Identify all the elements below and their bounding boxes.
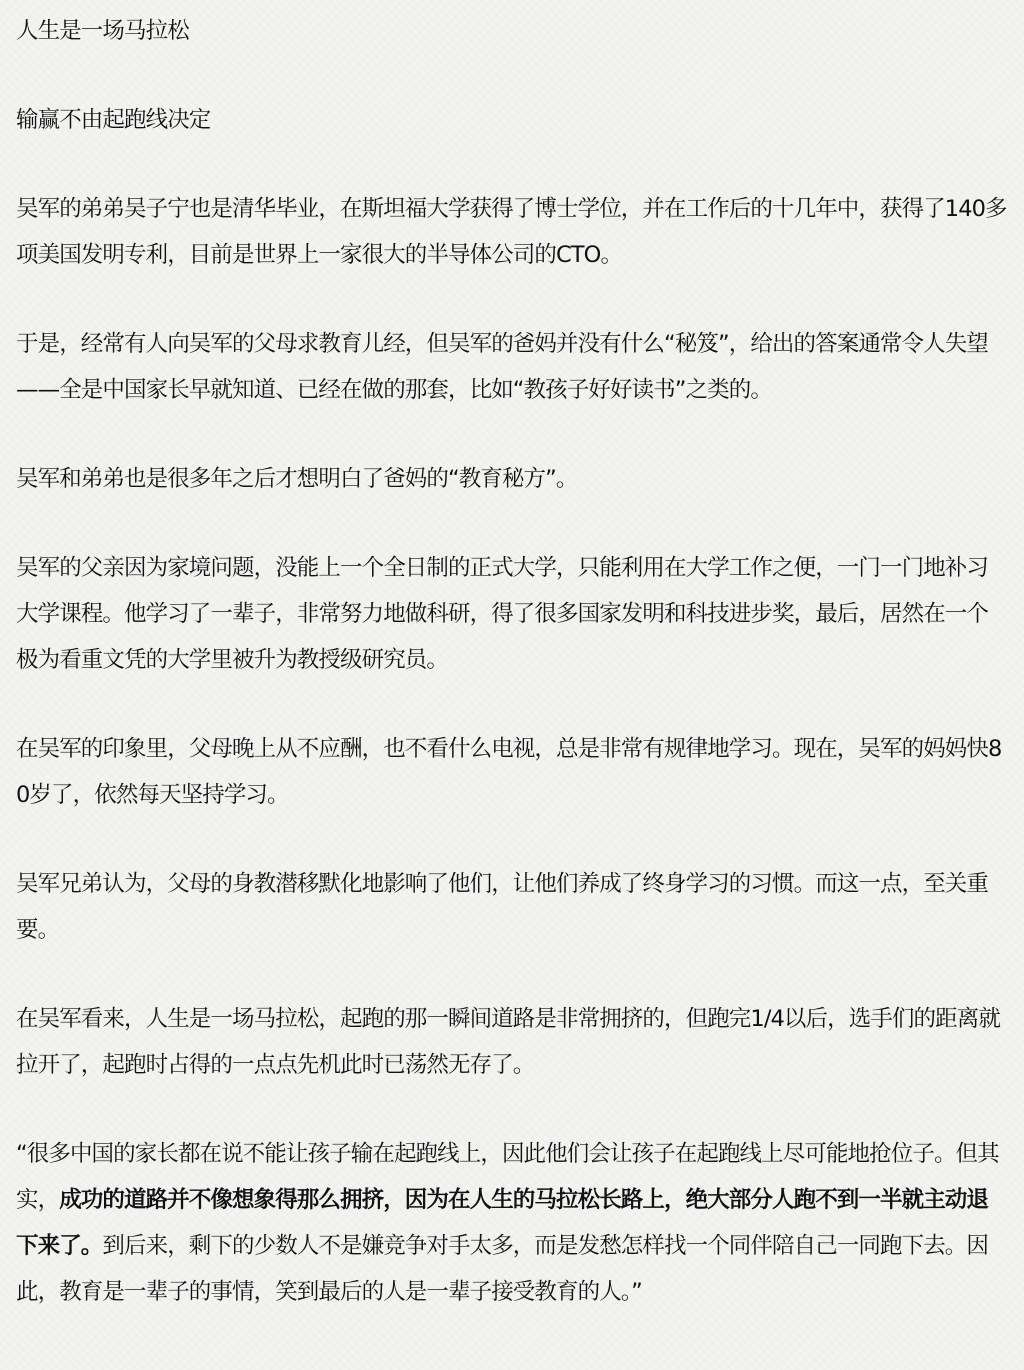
paragraph-secret: 吴军和弟弟也是很多年之后才想明白了爸妈的“教育秘方”。 [16, 466, 578, 492]
paragraph-quote [16, 1131, 1008, 1315]
heading-starting-line: 输赢不由起跑线决定 [16, 107, 211, 133]
article [16, 8, 1008, 1315]
heading-marathon: 人生是一场马拉松 [16, 18, 189, 44]
quote-bold: 成功的道路并不像想象得那么拥挤，因为在人生的马拉松长路上，绝大部分人跑不到一半就主动退下来了。 [16, 1187, 989, 1259]
paragraph-marathon-view: 在吴军看来，人生是一场马拉松，起跑的那一瞬间道路是非常拥挤的，但跑完1/4以后，选手们的距离就拉开了，起跑时占得的一点点先机此时已荡然无存了。 [16, 1006, 1000, 1078]
paragraph-parenting-advice: 于是，经常有人向吴军的父母求教育儿经，但吴军的爸妈并没有什么“秘笈”，给出的答案通常令人失望——全是中国家长早就知道、已经在做的那套，比如“教孩子好好读书”之类的。 [16, 331, 988, 403]
quote-part-2: 到后来，剩下的少数人不是嫌竞争对手太多，而是发愁怎样找一个同伴陪自己一同跑下去。因此，教育是一辈子的事情，笑到最后的人是一辈子接受教育的人。” [16, 1233, 989, 1305]
paragraph-lifelong-learning: 吴军兄弟认为，父母的身教潜移默化地影响了他们，让他们养成了终身学习的习惯。而这一点，至关重要。 [16, 871, 989, 943]
paragraph-brother: 吴军的弟弟吴子宁也是清华毕业，在斯坦福大学获得了博士学位，并在工作后的十几年中，获得了140多项美国发明专利，目前是世界上一家很大的半导体公司的CTO。 [16, 196, 1007, 268]
quote-part-1: “很多中国的家长都在说不能让孩子输在起跑线上，因此他们会让孩子在起跑线上尽可能地抢位子。但其实， [16, 1141, 999, 1213]
paragraph-father: 吴军的父亲因为家境问题，没能上一个全日制的正式大学，只能利用在大学工作之便，一门一门地补习大学课程。他学习了一辈子，非常努力地做科研，得了很多国家发明和科技进步奖，最后，居然在一个极为看重文凭的大学里被升为教授级研究员。 [16, 555, 989, 673]
paragraph-parents-study: 在吴军的印象里，父母晚上从不应酬，也不看什么电视，总是非常有规律地学习。现在，吴军的妈妈快80岁了，依然每天坚持学习。 [16, 736, 1002, 808]
